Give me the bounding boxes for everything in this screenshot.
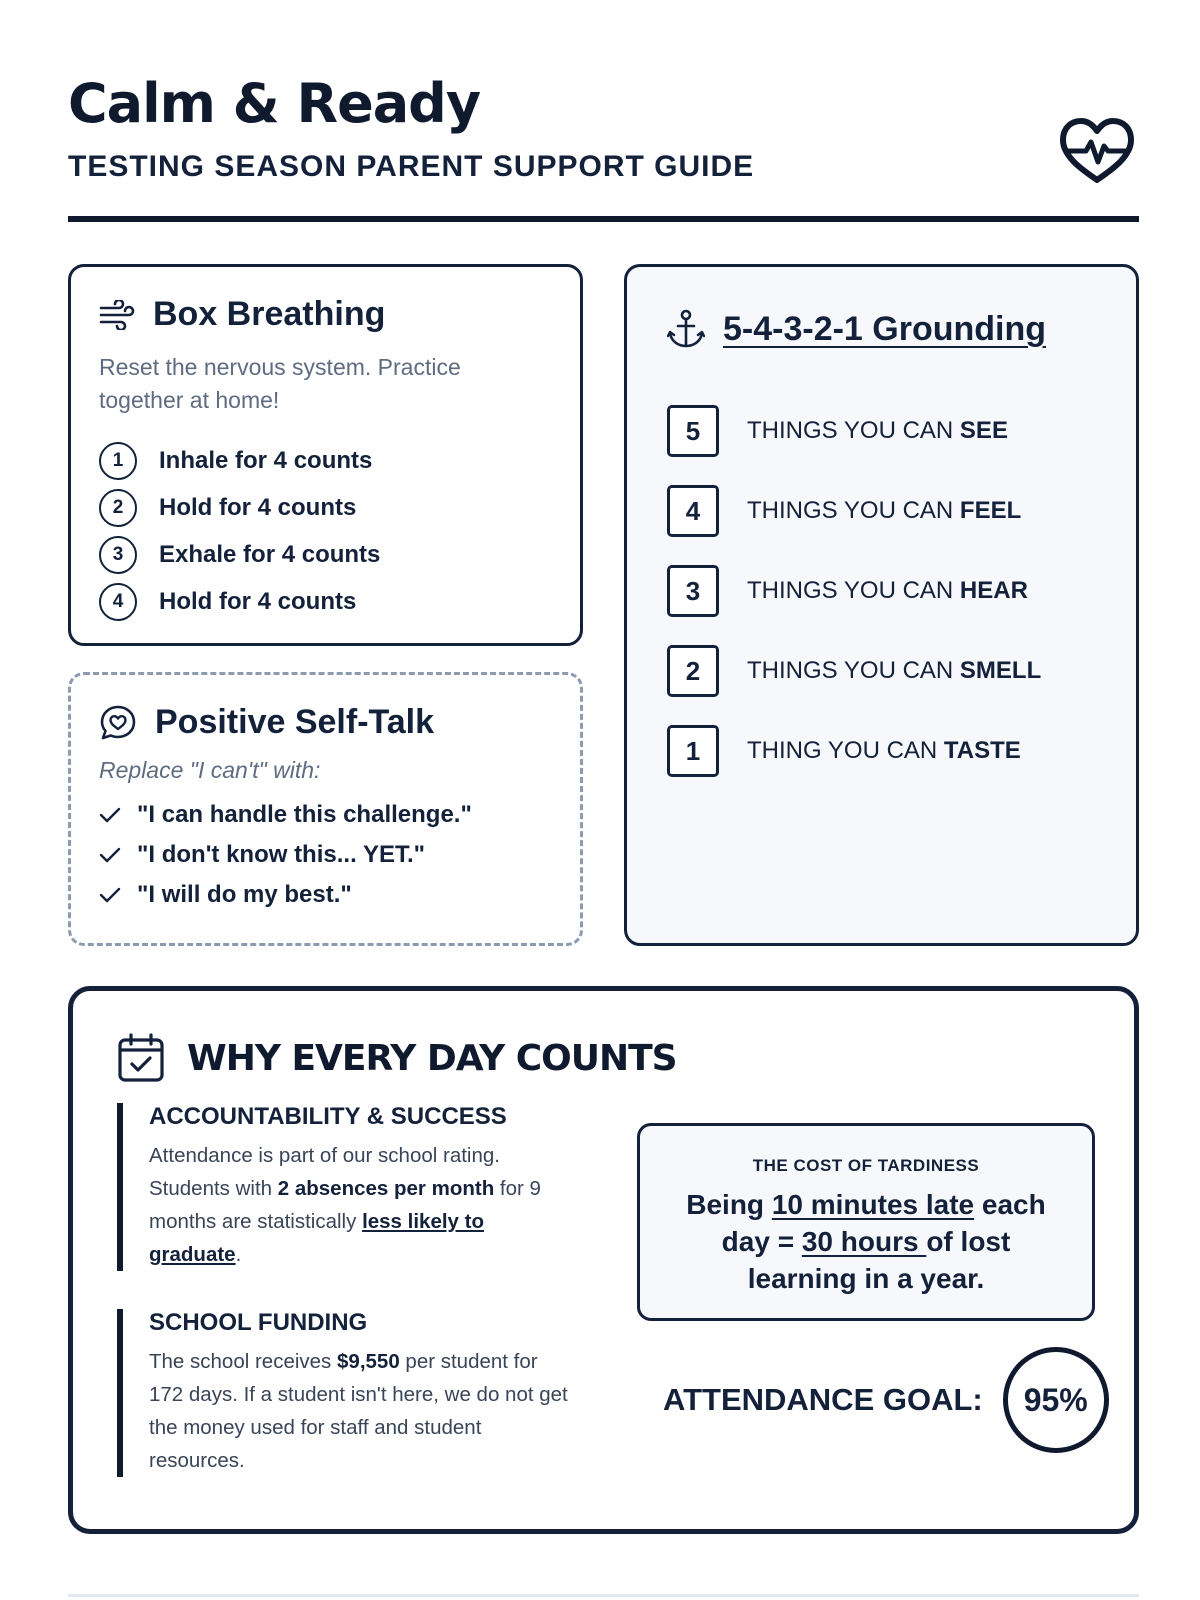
- accountability-text: Attendance is part of our school rating. Students with 2 absences per month for 9 months are statistically less likely to graduate.: [149, 1144, 541, 1266]
- self-talk-item: [99, 875, 472, 915]
- attendance-goal: [663, 1347, 1109, 1453]
- grounding-item: [667, 391, 1041, 471]
- grounding-number: 1: [667, 725, 719, 777]
- funding-block: [117, 1309, 577, 1477]
- self-talk-item: [99, 835, 472, 875]
- self-talk-header: [99, 703, 434, 742]
- accountability-block: [117, 1103, 577, 1271]
- page-title: Calm & Ready: [68, 72, 481, 135]
- step-number: 1: [99, 442, 137, 480]
- breathing-step: [99, 437, 380, 484]
- wind-icon: [99, 300, 135, 330]
- grounding-label: THING YOU CAN TASTE: [747, 737, 1021, 764]
- step-text: Inhale for 4 counts: [159, 446, 373, 474]
- grounding-item: [667, 631, 1041, 711]
- box-breathing-card: [68, 264, 583, 646]
- funding-text: The school receives $9,550 per student for 172 days. If a student isn't here, we do not get the money used for staff and student resources.: [149, 1350, 568, 1472]
- grounding-label: THINGS YOU CAN SEE: [747, 417, 1008, 444]
- grounding-number: 5: [667, 405, 719, 457]
- footer-divider: [68, 1594, 1139, 1597]
- tardiness-text: Being 10 minutes late each day = 30 hours of lost learning in a year.: [686, 1189, 1046, 1294]
- heart-chat-icon: [99, 704, 137, 742]
- grounding-title: 5-4-3-2-1 Grounding: [723, 309, 1047, 348]
- self-talk-card: [68, 672, 583, 946]
- self-talk-subtitle: Replace "I can't" with:: [99, 757, 321, 783]
- self-talk-phrase: "I will do my best.": [137, 881, 352, 908]
- anchor-icon: [667, 309, 705, 349]
- funding-heading: SCHOOL FUNDING: [149, 1309, 368, 1336]
- header-divider: [68, 216, 1139, 222]
- self-talk-item: [99, 795, 472, 835]
- grounding-card: [624, 264, 1139, 946]
- breathing-steps: [99, 437, 380, 625]
- why-header: [117, 1033, 677, 1083]
- grounding-number: 2: [667, 645, 719, 697]
- grounding-header: [667, 309, 1046, 349]
- grounding-label: THINGS YOU CAN HEAR: [747, 577, 1028, 604]
- breathing-step: [99, 578, 380, 625]
- heart-pulse-icon: [1058, 116, 1136, 186]
- step-text: Hold for 4 counts: [159, 587, 357, 615]
- why-title: WHY EVERY DAY COUNTS: [187, 1037, 677, 1079]
- step-number: 4: [99, 583, 137, 621]
- grounding-item: [667, 711, 1041, 791]
- grounding-list: [667, 391, 1041, 791]
- grounding-item: [667, 471, 1041, 551]
- breathing-step: [99, 531, 380, 578]
- why-every-day-counts-card: [68, 986, 1139, 1534]
- check-icon: [99, 884, 121, 906]
- breathing-step: [99, 484, 380, 531]
- grounding-number: 4: [667, 485, 719, 537]
- calendar-check-icon: [117, 1033, 165, 1083]
- accountability-heading: ACCOUNTABILITY & SUCCESS: [149, 1103, 507, 1130]
- grounding-label: THINGS YOU CAN SMELL: [747, 657, 1042, 684]
- attendance-goal-value: 95%: [1003, 1347, 1109, 1453]
- box-breathing-header: [99, 295, 385, 334]
- grounding-number: 3: [667, 565, 719, 617]
- grounding-item: [667, 551, 1041, 631]
- check-icon: [99, 804, 121, 826]
- box-breathing-description: Reset the nervous system. Practice together at home!: [99, 354, 461, 413]
- self-talk-list: [99, 795, 472, 915]
- self-talk-phrase: "I don't know this... YET.": [137, 841, 426, 868]
- grounding-label: THINGS YOU CAN FEEL: [747, 497, 1022, 524]
- step-text: Hold for 4 counts: [159, 493, 357, 521]
- box-breathing-title: Box Breathing: [153, 295, 386, 333]
- step-text: Exhale for 4 counts: [159, 540, 381, 568]
- page-subtitle: TESTING SEASON PARENT SUPPORT GUIDE: [68, 150, 755, 183]
- tardiness-label: THE COST OF TARDINESS: [752, 1156, 980, 1175]
- step-number: 3: [99, 536, 137, 574]
- self-talk-title: Positive Self-Talk: [155, 703, 435, 741]
- step-number: 2: [99, 489, 137, 527]
- tardiness-box: [637, 1123, 1095, 1321]
- check-icon: [99, 844, 121, 866]
- self-talk-phrase: "I can handle this challenge.": [137, 801, 472, 828]
- attendance-goal-label: ATTENDANCE GOAL:: [663, 1382, 983, 1417]
